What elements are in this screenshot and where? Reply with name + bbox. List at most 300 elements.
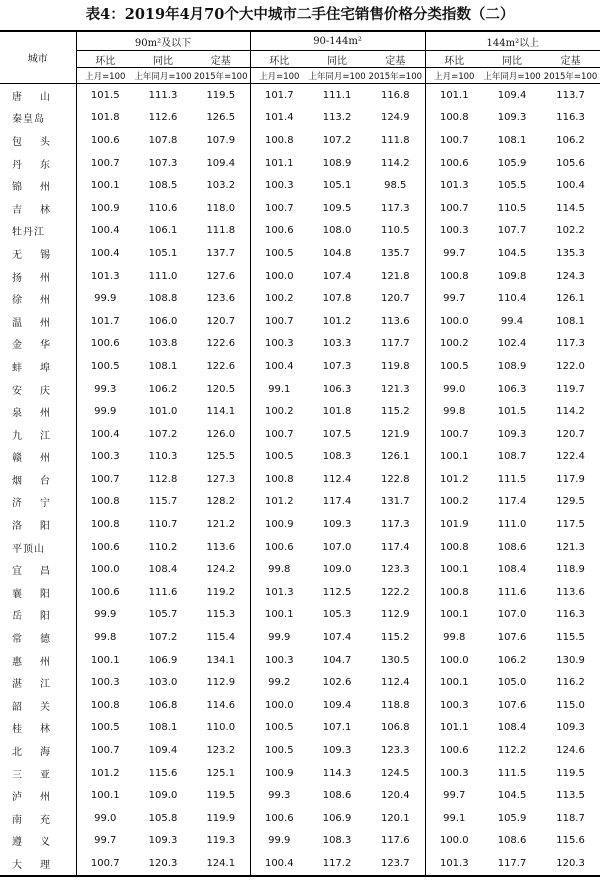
base-prev-year: 上年同月=100 xyxy=(308,68,366,84)
index-value: 126.1 xyxy=(366,446,425,469)
index-value: 100.7 xyxy=(264,202,294,214)
index-value: 107.1 xyxy=(322,722,352,734)
index-value: 100.0 xyxy=(90,564,120,576)
city-name: 常德 xyxy=(0,626,76,649)
index-value: 118.9 xyxy=(556,564,585,576)
index-value: 130.9 xyxy=(556,654,585,666)
index-value: 100.3 xyxy=(439,767,469,779)
index-value: 123.3 xyxy=(366,739,425,762)
table-row xyxy=(0,174,600,197)
index-value: 111.0 xyxy=(497,519,527,531)
index-value: 112.9 xyxy=(192,671,250,694)
subcol-yoy: 同比 xyxy=(308,51,366,68)
city-name: 北海 xyxy=(0,739,76,762)
index-value: 101.8 xyxy=(322,406,352,418)
city-column-header: 城市 xyxy=(0,31,76,84)
index-value: 117.3 xyxy=(366,513,425,536)
index-value: 99.1 xyxy=(443,812,466,824)
base-prev-month: 上月=100 xyxy=(425,68,483,84)
index-value: 99.4 xyxy=(500,315,524,327)
index-value: 99.9 xyxy=(94,609,117,621)
subcol-fixed-base: 定基 xyxy=(541,51,600,68)
index-value: 100.6 xyxy=(90,586,120,598)
city-name: 吉林 xyxy=(0,197,76,220)
index-value: 100.7 xyxy=(90,745,120,757)
index-value: 107.3 xyxy=(148,157,178,169)
index-value: 100.8 xyxy=(439,541,469,553)
index-value: 110.7 xyxy=(148,519,178,531)
table-row xyxy=(0,355,600,378)
subcol-mom: 环比 xyxy=(425,51,483,68)
index-value: 115.6 xyxy=(148,767,178,779)
table-row xyxy=(0,107,600,130)
index-value: 106.2 xyxy=(497,654,527,666)
index-value: 101.5 xyxy=(497,406,527,418)
index-value: 100.4 xyxy=(264,360,294,372)
index-value: 108.5 xyxy=(148,180,178,192)
index-value: 111.1 xyxy=(322,89,352,101)
table-row xyxy=(0,513,600,536)
city-name: 丹东 xyxy=(0,152,76,175)
index-value: 111.0 xyxy=(148,270,178,282)
index-value: 123.6 xyxy=(192,287,250,310)
table-row xyxy=(0,739,600,762)
index-value: 112.9 xyxy=(366,604,425,627)
index-value: 109.8 xyxy=(497,270,527,282)
index-value: 103.3 xyxy=(322,338,352,350)
table-row xyxy=(0,604,600,627)
index-value: 124.1 xyxy=(192,852,250,876)
table-row xyxy=(0,446,600,469)
index-value: 100.6 xyxy=(439,745,469,757)
city-name: 济宁 xyxy=(0,491,76,514)
index-value: 110.6 xyxy=(148,202,178,214)
index-value: 116.8 xyxy=(366,84,425,107)
index-value: 100.4 xyxy=(90,247,120,259)
city-name: 襄阳 xyxy=(0,581,76,604)
index-value: 100.1 xyxy=(90,654,120,666)
index-value: 135.7 xyxy=(366,242,425,265)
index-value: 105.5 xyxy=(497,180,527,192)
index-value: 120.3 xyxy=(134,852,192,876)
index-value: 109.3 xyxy=(556,722,585,734)
index-value: 119.7 xyxy=(556,383,585,395)
index-value: 108.7 xyxy=(497,451,527,463)
city-name: 遵义 xyxy=(0,830,76,853)
index-value: 100.6 xyxy=(264,812,294,824)
index-value: 99.3 xyxy=(94,383,117,395)
index-value: 100.7 xyxy=(439,428,469,440)
city-name: 唐山 xyxy=(0,84,76,107)
index-value: 100.3 xyxy=(90,677,120,689)
index-value: 102.4 xyxy=(497,338,527,350)
index-value: 99.9 xyxy=(268,835,291,847)
index-value: 101.2 xyxy=(264,496,294,508)
index-value: 109.4 xyxy=(192,152,250,175)
index-value: 105.8 xyxy=(148,812,178,824)
index-value: 100.5 xyxy=(264,745,294,757)
index-value: 121.8 xyxy=(366,265,425,288)
index-value: 124.2 xyxy=(192,558,250,581)
index-value: 99.0 xyxy=(443,383,466,395)
table-row xyxy=(0,671,600,694)
index-value: 107.4 xyxy=(322,270,352,282)
city-name: 秦皇岛 xyxy=(0,107,76,130)
table-row xyxy=(0,784,600,807)
index-value: 111.3 xyxy=(148,89,178,101)
index-value: 108.3 xyxy=(322,835,352,847)
index-value: 119.8 xyxy=(366,355,425,378)
index-value: 119.9 xyxy=(192,807,250,830)
index-value: 103.8 xyxy=(148,338,178,350)
index-value: 103.0 xyxy=(148,677,178,689)
index-value: 100.2 xyxy=(264,406,294,418)
index-value: 107.0 xyxy=(322,541,352,553)
index-value: 99.2 xyxy=(268,677,291,689)
index-value: 125.1 xyxy=(192,762,250,785)
index-value: 105.9 xyxy=(497,812,527,824)
index-value: 117.5 xyxy=(556,519,585,531)
index-value: 100.8 xyxy=(90,519,120,531)
index-value: 107.3 xyxy=(322,360,352,372)
base-prev-month: 上月=100 xyxy=(76,68,134,84)
index-value: 122.2 xyxy=(366,581,425,604)
index-value: 100.1 xyxy=(90,790,120,802)
index-value: 111.8 xyxy=(192,220,250,243)
index-value: 108.1 xyxy=(148,722,178,734)
base-prev-year: 上年同月=100 xyxy=(134,68,192,84)
index-value: 100.0 xyxy=(439,654,469,666)
index-value: 99.7 xyxy=(443,293,466,305)
index-value: 100.7 xyxy=(90,473,120,485)
index-value: 106.8 xyxy=(148,699,178,711)
index-value: 101.7 xyxy=(264,89,294,101)
index-value: 117.4 xyxy=(322,496,352,508)
index-value: 124.3 xyxy=(556,270,585,282)
index-value: 109.4 xyxy=(497,89,527,101)
index-value: 101.3 xyxy=(90,270,120,282)
index-value: 120.5 xyxy=(192,378,250,401)
index-value: 126.0 xyxy=(192,423,250,446)
index-value: 109.5 xyxy=(322,202,352,214)
city-name: 赣州 xyxy=(0,446,76,469)
index-value: 115.2 xyxy=(366,400,425,423)
index-value: 100.3 xyxy=(264,180,294,192)
index-value: 102.6 xyxy=(322,677,352,689)
table-row xyxy=(0,717,600,740)
index-value: 117.4 xyxy=(497,496,527,508)
index-value: 108.1 xyxy=(497,134,527,146)
index-value: 101.2 xyxy=(90,767,120,779)
index-value: 121.2 xyxy=(192,513,250,536)
group-header-small: 90m²及以下 xyxy=(76,31,250,51)
index-value: 101.4 xyxy=(264,112,294,124)
index-value: 100.4 xyxy=(250,852,308,876)
index-value: 106.2 xyxy=(556,134,585,146)
table-row xyxy=(0,694,600,717)
index-value: 107.8 xyxy=(148,134,178,146)
index-value: 117.7 xyxy=(366,333,425,356)
index-value: 100.9 xyxy=(264,519,294,531)
index-value: 105.1 xyxy=(322,180,352,192)
index-value: 108.3 xyxy=(322,451,352,463)
index-value: 102.2 xyxy=(556,225,585,237)
index-value: 113.7 xyxy=(556,89,585,101)
index-value: 122.4 xyxy=(556,451,585,463)
index-value: 103.2 xyxy=(192,174,250,197)
table-row xyxy=(0,197,600,220)
index-value: 106.2 xyxy=(148,383,178,395)
city-name: 烟台 xyxy=(0,468,76,491)
index-value: 124.5 xyxy=(366,762,425,785)
index-value: 130.5 xyxy=(366,649,425,672)
table-row xyxy=(0,423,600,446)
index-value: 119.5 xyxy=(192,84,250,107)
city-name: 扬州 xyxy=(0,265,76,288)
index-value: 109.4 xyxy=(322,699,352,711)
index-value: 100.3 xyxy=(264,338,294,350)
index-value: 100.7 xyxy=(264,428,294,440)
index-value: 99.7 xyxy=(443,790,466,802)
index-value: 110.2 xyxy=(148,541,178,553)
table-row xyxy=(0,762,600,785)
index-value: 99.1 xyxy=(268,383,291,395)
index-value: 109.3 xyxy=(322,519,352,531)
city-name: 韶关 xyxy=(0,694,76,717)
index-value: 115.4 xyxy=(192,626,250,649)
index-value: 100.5 xyxy=(439,360,469,372)
table-row xyxy=(0,287,600,310)
index-value: 107.2 xyxy=(148,428,178,440)
index-value: 119.5 xyxy=(556,767,585,779)
city-name: 锦州 xyxy=(0,174,76,197)
city-name: 金华 xyxy=(0,333,76,356)
base-2015: 2015年=100 xyxy=(541,68,600,84)
index-value: 119.2 xyxy=(192,581,250,604)
index-value: 114.6 xyxy=(192,694,250,717)
index-value: 108.9 xyxy=(497,360,527,372)
index-value: 99.9 xyxy=(268,632,291,644)
index-value: 100.8 xyxy=(439,586,469,598)
index-value: 100.2 xyxy=(439,496,469,508)
index-value: 120.4 xyxy=(366,784,425,807)
table-row xyxy=(0,333,600,356)
index-value: 100.6 xyxy=(264,541,294,553)
index-value: 114.5 xyxy=(556,202,585,214)
city-name: 徐州 xyxy=(0,287,76,310)
index-value: 100.3 xyxy=(264,654,294,666)
index-value: 101.8 xyxy=(90,112,120,124)
index-value: 111.5 xyxy=(497,767,527,779)
index-value: 101.1 xyxy=(439,722,469,734)
index-value: 99.9 xyxy=(94,293,117,305)
index-value: 100.4 xyxy=(556,180,585,192)
index-value: 110.3 xyxy=(148,451,178,463)
index-value: 112.4 xyxy=(366,671,425,694)
index-value: 105.9 xyxy=(497,157,527,169)
index-value: 108.1 xyxy=(148,360,178,372)
index-value: 99.7 xyxy=(443,247,466,259)
index-value: 100.5 xyxy=(264,451,294,463)
table-body xyxy=(0,84,600,876)
index-value: 100.6 xyxy=(264,225,294,237)
index-value: 100.7 xyxy=(76,852,134,876)
index-value: 118.0 xyxy=(192,197,250,220)
table-row xyxy=(0,400,600,423)
index-value: 112.5 xyxy=(322,586,352,598)
index-value: 110.5 xyxy=(497,202,527,214)
index-value: 113.6 xyxy=(192,536,250,559)
index-value: 101.9 xyxy=(439,519,469,531)
table-row xyxy=(0,852,600,876)
index-value: 100.6 xyxy=(90,338,120,350)
city-name: 三亚 xyxy=(0,762,76,785)
index-value: 115.6 xyxy=(556,835,585,847)
index-value: 100.8 xyxy=(90,496,120,508)
subcol-fixed-base: 定基 xyxy=(366,51,425,68)
index-value: 109.4 xyxy=(148,745,178,757)
city-name: 平顶山 xyxy=(0,536,76,559)
index-value: 100.0 xyxy=(439,835,469,847)
index-value: 101.1 xyxy=(439,89,469,101)
table-row xyxy=(0,468,600,491)
index-value: 106.3 xyxy=(322,383,352,395)
table-row xyxy=(0,220,600,243)
index-value: 111.5 xyxy=(497,473,527,485)
index-value: 99.8 xyxy=(443,406,466,418)
index-value: 99.9 xyxy=(94,406,117,418)
index-value: 100.0 xyxy=(264,699,294,711)
index-value: 101.1 xyxy=(264,157,294,169)
index-value: 99.7 xyxy=(94,835,117,847)
subcol-yoy: 同比 xyxy=(134,51,192,68)
index-value: 100.8 xyxy=(439,270,469,282)
index-value: 111.8 xyxy=(366,129,425,152)
index-value: 112.6 xyxy=(148,112,178,124)
table-row xyxy=(0,536,600,559)
index-value: 101.2 xyxy=(322,315,352,327)
index-value: 101.3 xyxy=(439,180,469,192)
index-value: 100.6 xyxy=(90,134,120,146)
table-row xyxy=(0,84,600,107)
index-value: 100.5 xyxy=(90,722,120,734)
city-name: 无锡 xyxy=(0,242,76,265)
index-value: 109.3 xyxy=(497,112,527,124)
index-value: 123.2 xyxy=(192,739,250,762)
index-value: 124.9 xyxy=(366,107,425,130)
index-value: 107.9 xyxy=(192,129,250,152)
index-value: 120.3 xyxy=(541,852,600,876)
index-value: 104.5 xyxy=(497,790,527,802)
city-name: 温州 xyxy=(0,310,76,333)
index-value: 113.5 xyxy=(556,790,585,802)
index-value: 105.3 xyxy=(322,609,352,621)
table-row xyxy=(0,378,600,401)
index-value: 106.0 xyxy=(148,315,178,327)
index-value: 117.4 xyxy=(366,536,425,559)
city-name: 岳阳 xyxy=(0,604,76,627)
index-value: 111.6 xyxy=(497,586,527,598)
index-value: 107.2 xyxy=(148,632,178,644)
index-value: 107.5 xyxy=(322,428,352,440)
index-value: 122.6 xyxy=(192,355,250,378)
index-value: 121.3 xyxy=(366,378,425,401)
city-name: 泉州 xyxy=(0,400,76,423)
index-value: 126.5 xyxy=(192,107,250,130)
table-row xyxy=(0,491,600,514)
index-value: 100.5 xyxy=(264,722,294,734)
table-row xyxy=(0,242,600,265)
index-value: 100.5 xyxy=(264,247,294,259)
index-value: 105.7 xyxy=(148,609,178,621)
index-value: 99.3 xyxy=(268,790,291,802)
index-value: 114.2 xyxy=(556,406,585,418)
index-value: 110.4 xyxy=(497,293,527,305)
index-value: 109.3 xyxy=(148,835,178,847)
index-value: 122.8 xyxy=(366,468,425,491)
city-name: 安庆 xyxy=(0,378,76,401)
city-name: 惠州 xyxy=(0,649,76,672)
index-value: 100.8 xyxy=(264,134,294,146)
index-value: 110.0 xyxy=(192,717,250,740)
index-value: 108.6 xyxy=(322,790,352,802)
index-value: 112.4 xyxy=(322,473,352,485)
subcol-mom: 环比 xyxy=(250,51,308,68)
index-value: 100.2 xyxy=(264,293,294,305)
table-row xyxy=(0,626,600,649)
index-value: 120.7 xyxy=(556,428,585,440)
index-value: 129.5 xyxy=(556,496,585,508)
index-value: 108.4 xyxy=(497,564,527,576)
index-value: 107.2 xyxy=(322,134,352,146)
index-value: 116.2 xyxy=(556,677,585,689)
index-value: 109.3 xyxy=(497,428,527,440)
city-name: 宜昌 xyxy=(0,558,76,581)
index-value: 100.5 xyxy=(90,360,120,372)
city-name: 九江 xyxy=(0,423,76,446)
index-value: 108.4 xyxy=(148,564,178,576)
index-value: 100.6 xyxy=(90,541,120,553)
index-value: 100.1 xyxy=(90,180,120,192)
index-value: 115.2 xyxy=(366,626,425,649)
index-value: 99.8 xyxy=(268,564,291,576)
index-value: 118.7 xyxy=(556,812,585,824)
base-2015: 2015年=100 xyxy=(192,68,250,84)
subcol-fixed-base: 定基 xyxy=(192,51,250,68)
index-value: 107.4 xyxy=(322,632,352,644)
index-value: 131.7 xyxy=(366,491,425,514)
index-value: 108.8 xyxy=(148,293,178,305)
table-row xyxy=(0,310,600,333)
index-value: 100.8 xyxy=(90,699,120,711)
index-value: 127.6 xyxy=(192,265,250,288)
index-value: 114.1 xyxy=(192,400,250,423)
index-value: 123.3 xyxy=(366,558,425,581)
index-value: 100.6 xyxy=(439,157,469,169)
index-value: 101.2 xyxy=(439,473,469,485)
index-value: 112.8 xyxy=(148,473,178,485)
index-value: 99.8 xyxy=(94,632,117,644)
index-value: 121.3 xyxy=(556,541,585,553)
index-value: 125.5 xyxy=(192,446,250,469)
group-header-medium: 90-144m² xyxy=(250,31,425,51)
index-value: 100.4 xyxy=(90,225,120,237)
index-value: 100.1 xyxy=(439,677,469,689)
index-value: 116.3 xyxy=(556,112,585,124)
base-prev-month: 上月=100 xyxy=(250,68,308,84)
city-name: 湛江 xyxy=(0,671,76,694)
index-value: 117.3 xyxy=(366,197,425,220)
